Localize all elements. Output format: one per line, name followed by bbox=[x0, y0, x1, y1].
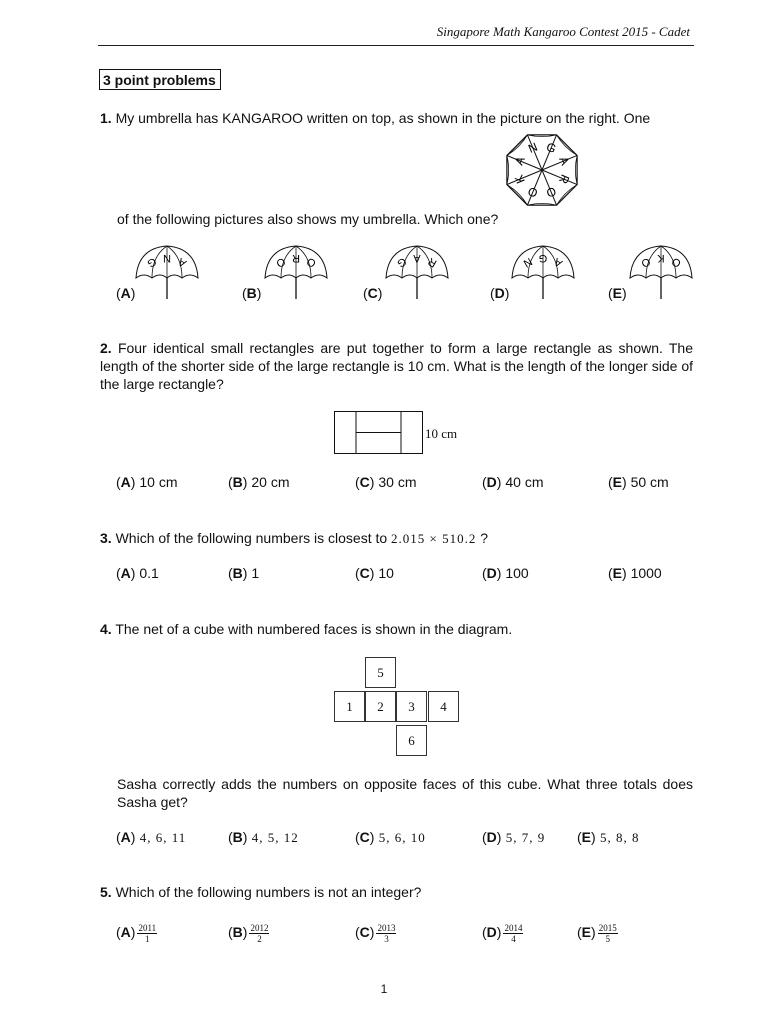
option-value: 1000 bbox=[626, 565, 662, 581]
net-face-4: 4 bbox=[428, 691, 459, 722]
umbrella-letter: O bbox=[525, 183, 540, 201]
option-c: (C) 5, 6, 10 bbox=[355, 829, 426, 845]
net-face-2: 2 bbox=[365, 691, 396, 722]
section-title: 3 point problems bbox=[99, 69, 221, 90]
option-letter: D bbox=[486, 565, 497, 581]
question-1 bbox=[100, 109, 700, 127]
question-end: ? bbox=[480, 530, 489, 546]
fraction-denominator: 4 bbox=[511, 934, 516, 944]
option-value: 4, 5, 12 bbox=[247, 830, 299, 845]
option-b: (B) bbox=[242, 285, 262, 301]
umbrella-letter: N bbox=[521, 254, 534, 270]
option-d: (D) 5, 7, 9 bbox=[482, 829, 546, 845]
option-d: (D) bbox=[490, 285, 510, 301]
option-b: (B) 1 bbox=[228, 565, 260, 581]
option-e: (E) bbox=[608, 285, 627, 301]
umbrella-letter: N bbox=[526, 139, 540, 156]
question-2 bbox=[100, 339, 693, 393]
option-a: (A) $\frac{2011}{1}$ bbox=[116, 923, 157, 944]
option-value: 4, 6, 11 bbox=[135, 830, 187, 845]
header-rule bbox=[98, 45, 694, 46]
option-c: (C) bbox=[363, 285, 383, 301]
option-b: (B) $\frac{2012}{2}$ bbox=[228, 923, 269, 944]
umbrella-letter: G bbox=[394, 254, 409, 270]
question-text: Four identical small rectangles are put together to form a large rectangle as shown. The length of the shorter side of the large rectangle is 10 cm. What is the length of the longer side of the large rectangle? bbox=[100, 340, 694, 392]
umbrella-side-view bbox=[510, 242, 576, 300]
option-c: (C) $\frac{2013}{3}$ bbox=[355, 923, 396, 944]
option-letter: C bbox=[359, 565, 370, 581]
umbrella-letter: A bbox=[552, 255, 565, 270]
option-value: 10 cm bbox=[135, 474, 178, 490]
fraction bbox=[598, 923, 618, 944]
umbrella-top-view bbox=[500, 128, 584, 212]
question-number: 3. bbox=[100, 530, 112, 546]
umbrella-letter: K bbox=[511, 172, 528, 186]
option-letter: D bbox=[494, 285, 505, 301]
umbrella-letter: N bbox=[163, 252, 171, 264]
umbrella-letter: A bbox=[511, 154, 528, 168]
question-number: 2. bbox=[100, 340, 112, 356]
umbrella-side-view bbox=[134, 242, 200, 300]
question-text: The net of a cube with numbered faces is shown in the diagram. bbox=[115, 621, 513, 637]
option-value: 10 bbox=[374, 565, 394, 581]
question-text: Which of the following numbers is not an integer? bbox=[115, 884, 422, 900]
option-letter: E bbox=[612, 565, 623, 581]
expression: 2.015 × 510.2 bbox=[391, 531, 477, 546]
option-value: 5, 6, 10 bbox=[374, 830, 426, 845]
option-letter: B bbox=[232, 924, 243, 941]
option-d: (D) $\frac{2014}{4}$ bbox=[482, 923, 523, 944]
question-number: 5. bbox=[100, 884, 112, 900]
figure-label: 10 cm bbox=[425, 426, 458, 441]
option-letter: D bbox=[486, 924, 497, 941]
fraction bbox=[503, 923, 523, 944]
option-a: (A) 10 cm bbox=[116, 474, 178, 490]
umbrella-letter: O bbox=[273, 254, 288, 270]
option-value: 100 bbox=[501, 565, 529, 581]
page-number: 1 bbox=[380, 982, 388, 996]
umbrella-letter: G bbox=[544, 139, 559, 157]
option-letter: E bbox=[581, 924, 592, 941]
umbrella-side-view bbox=[263, 242, 329, 300]
umbrella-letter: O bbox=[304, 254, 319, 270]
option-value: 50 cm bbox=[626, 474, 669, 490]
option-letter: E bbox=[581, 829, 592, 845]
fraction-numerator: 2015 bbox=[598, 923, 617, 933]
option-d: (D) 100 bbox=[482, 565, 529, 581]
question-number: 1. bbox=[100, 110, 112, 126]
question-4-continued: Sasha correctly adds the numbers on opposite faces of this cube. What three totals does Sasha get? bbox=[117, 776, 693, 810]
option-letter: B bbox=[232, 565, 243, 581]
fraction-denominator: 3 bbox=[384, 934, 389, 944]
option-letter: C bbox=[367, 285, 378, 301]
option-value: 1 bbox=[247, 565, 260, 581]
option-letter: E bbox=[612, 474, 623, 490]
fraction-numerator: 2014 bbox=[504, 923, 523, 933]
umbrella-letter: G bbox=[538, 252, 548, 264]
option-letter: D bbox=[486, 829, 497, 845]
net-face-1: 1 bbox=[334, 691, 365, 722]
fraction-numerator: 2012 bbox=[250, 923, 269, 933]
option-a: (A) bbox=[116, 285, 136, 301]
page-header: Singapore Math Kangaroo Contest 2015 - Cadet bbox=[436, 24, 690, 39]
umbrella-letter: A bbox=[413, 252, 421, 264]
option-a: (A) 4, 6, 11 bbox=[116, 829, 187, 845]
option-value: 0.1 bbox=[135, 565, 159, 581]
fraction bbox=[376, 923, 396, 944]
question-4 bbox=[100, 620, 700, 638]
question-text: Which of the following numbers is closest to bbox=[115, 530, 388, 546]
net-face-3: 3 bbox=[396, 691, 427, 722]
option-value: 40 cm bbox=[501, 474, 544, 490]
question-text: My umbrella has KANGAROO written on top, as shown in the picture on the right. One bbox=[115, 110, 651, 126]
option-letter: C bbox=[359, 829, 370, 845]
option-letter: B bbox=[232, 474, 243, 490]
umbrella-letter: R bbox=[292, 252, 300, 264]
umbrella-letter: O bbox=[638, 254, 653, 270]
umbrella-letter: K bbox=[657, 252, 665, 264]
option-e: (E) 1000 bbox=[608, 565, 662, 581]
umbrella-letter: G bbox=[144, 254, 159, 270]
fraction-denominator: 2 bbox=[257, 934, 262, 944]
option-letter: A bbox=[120, 285, 131, 301]
option-letter: A bbox=[120, 474, 131, 490]
umbrella-side-view bbox=[628, 242, 694, 300]
option-b: (B) 20 cm bbox=[228, 474, 290, 490]
option-letter: C bbox=[359, 924, 370, 941]
umbrella-letter: O bbox=[544, 183, 559, 201]
question-3 bbox=[100, 529, 700, 548]
fraction bbox=[137, 923, 157, 944]
option-value: 20 cm bbox=[247, 474, 290, 490]
option-d: (D) 40 cm bbox=[482, 474, 544, 490]
option-value: 5, 8, 8 bbox=[595, 830, 640, 845]
option-c: (C) 30 cm bbox=[355, 474, 417, 490]
question-1-continued: of the following pictures also shows my umbrella. Which one? bbox=[117, 211, 499, 227]
question-5 bbox=[100, 883, 700, 901]
umbrella-letter: R bbox=[426, 254, 439, 270]
fraction-denominator: 1 bbox=[145, 934, 150, 944]
option-c: (C) 10 bbox=[355, 565, 394, 581]
umbrella-letter: O bbox=[669, 254, 684, 270]
option-value: 5, 7, 9 bbox=[501, 830, 546, 845]
option-letter: B bbox=[246, 285, 257, 301]
option-letter: A bbox=[120, 829, 131, 845]
rectangle-figure bbox=[334, 411, 424, 455]
option-letter: C bbox=[359, 474, 370, 490]
net-face-top: 5 bbox=[365, 657, 396, 688]
option-letter: E bbox=[612, 285, 623, 301]
umbrella-letter: R bbox=[556, 172, 573, 186]
umbrella-side-view bbox=[384, 242, 450, 300]
option-e: (E) 50 cm bbox=[608, 474, 669, 490]
option-b: (B) 4, 5, 12 bbox=[228, 829, 299, 845]
option-e: (E) 5, 8, 8 bbox=[577, 829, 640, 845]
net-face-bottom: 6 bbox=[396, 725, 427, 756]
fraction bbox=[249, 923, 269, 944]
fraction-numerator: 2013 bbox=[377, 923, 396, 933]
option-letter: A bbox=[120, 924, 131, 941]
umbrella-letter: A bbox=[556, 154, 573, 168]
option-a: (A) 0.1 bbox=[116, 565, 159, 581]
fraction-denominator: 5 bbox=[605, 934, 610, 944]
umbrella-letter: A bbox=[176, 255, 189, 270]
fraction-numerator: 2011 bbox=[138, 923, 157, 933]
option-letter: D bbox=[486, 474, 497, 490]
option-letter: A bbox=[120, 565, 131, 581]
option-e: (E) $\frac{2015}{5}$ bbox=[577, 923, 617, 944]
option-letter: B bbox=[232, 829, 243, 845]
question-number: 4. bbox=[100, 621, 112, 637]
option-value: 30 cm bbox=[374, 474, 417, 490]
